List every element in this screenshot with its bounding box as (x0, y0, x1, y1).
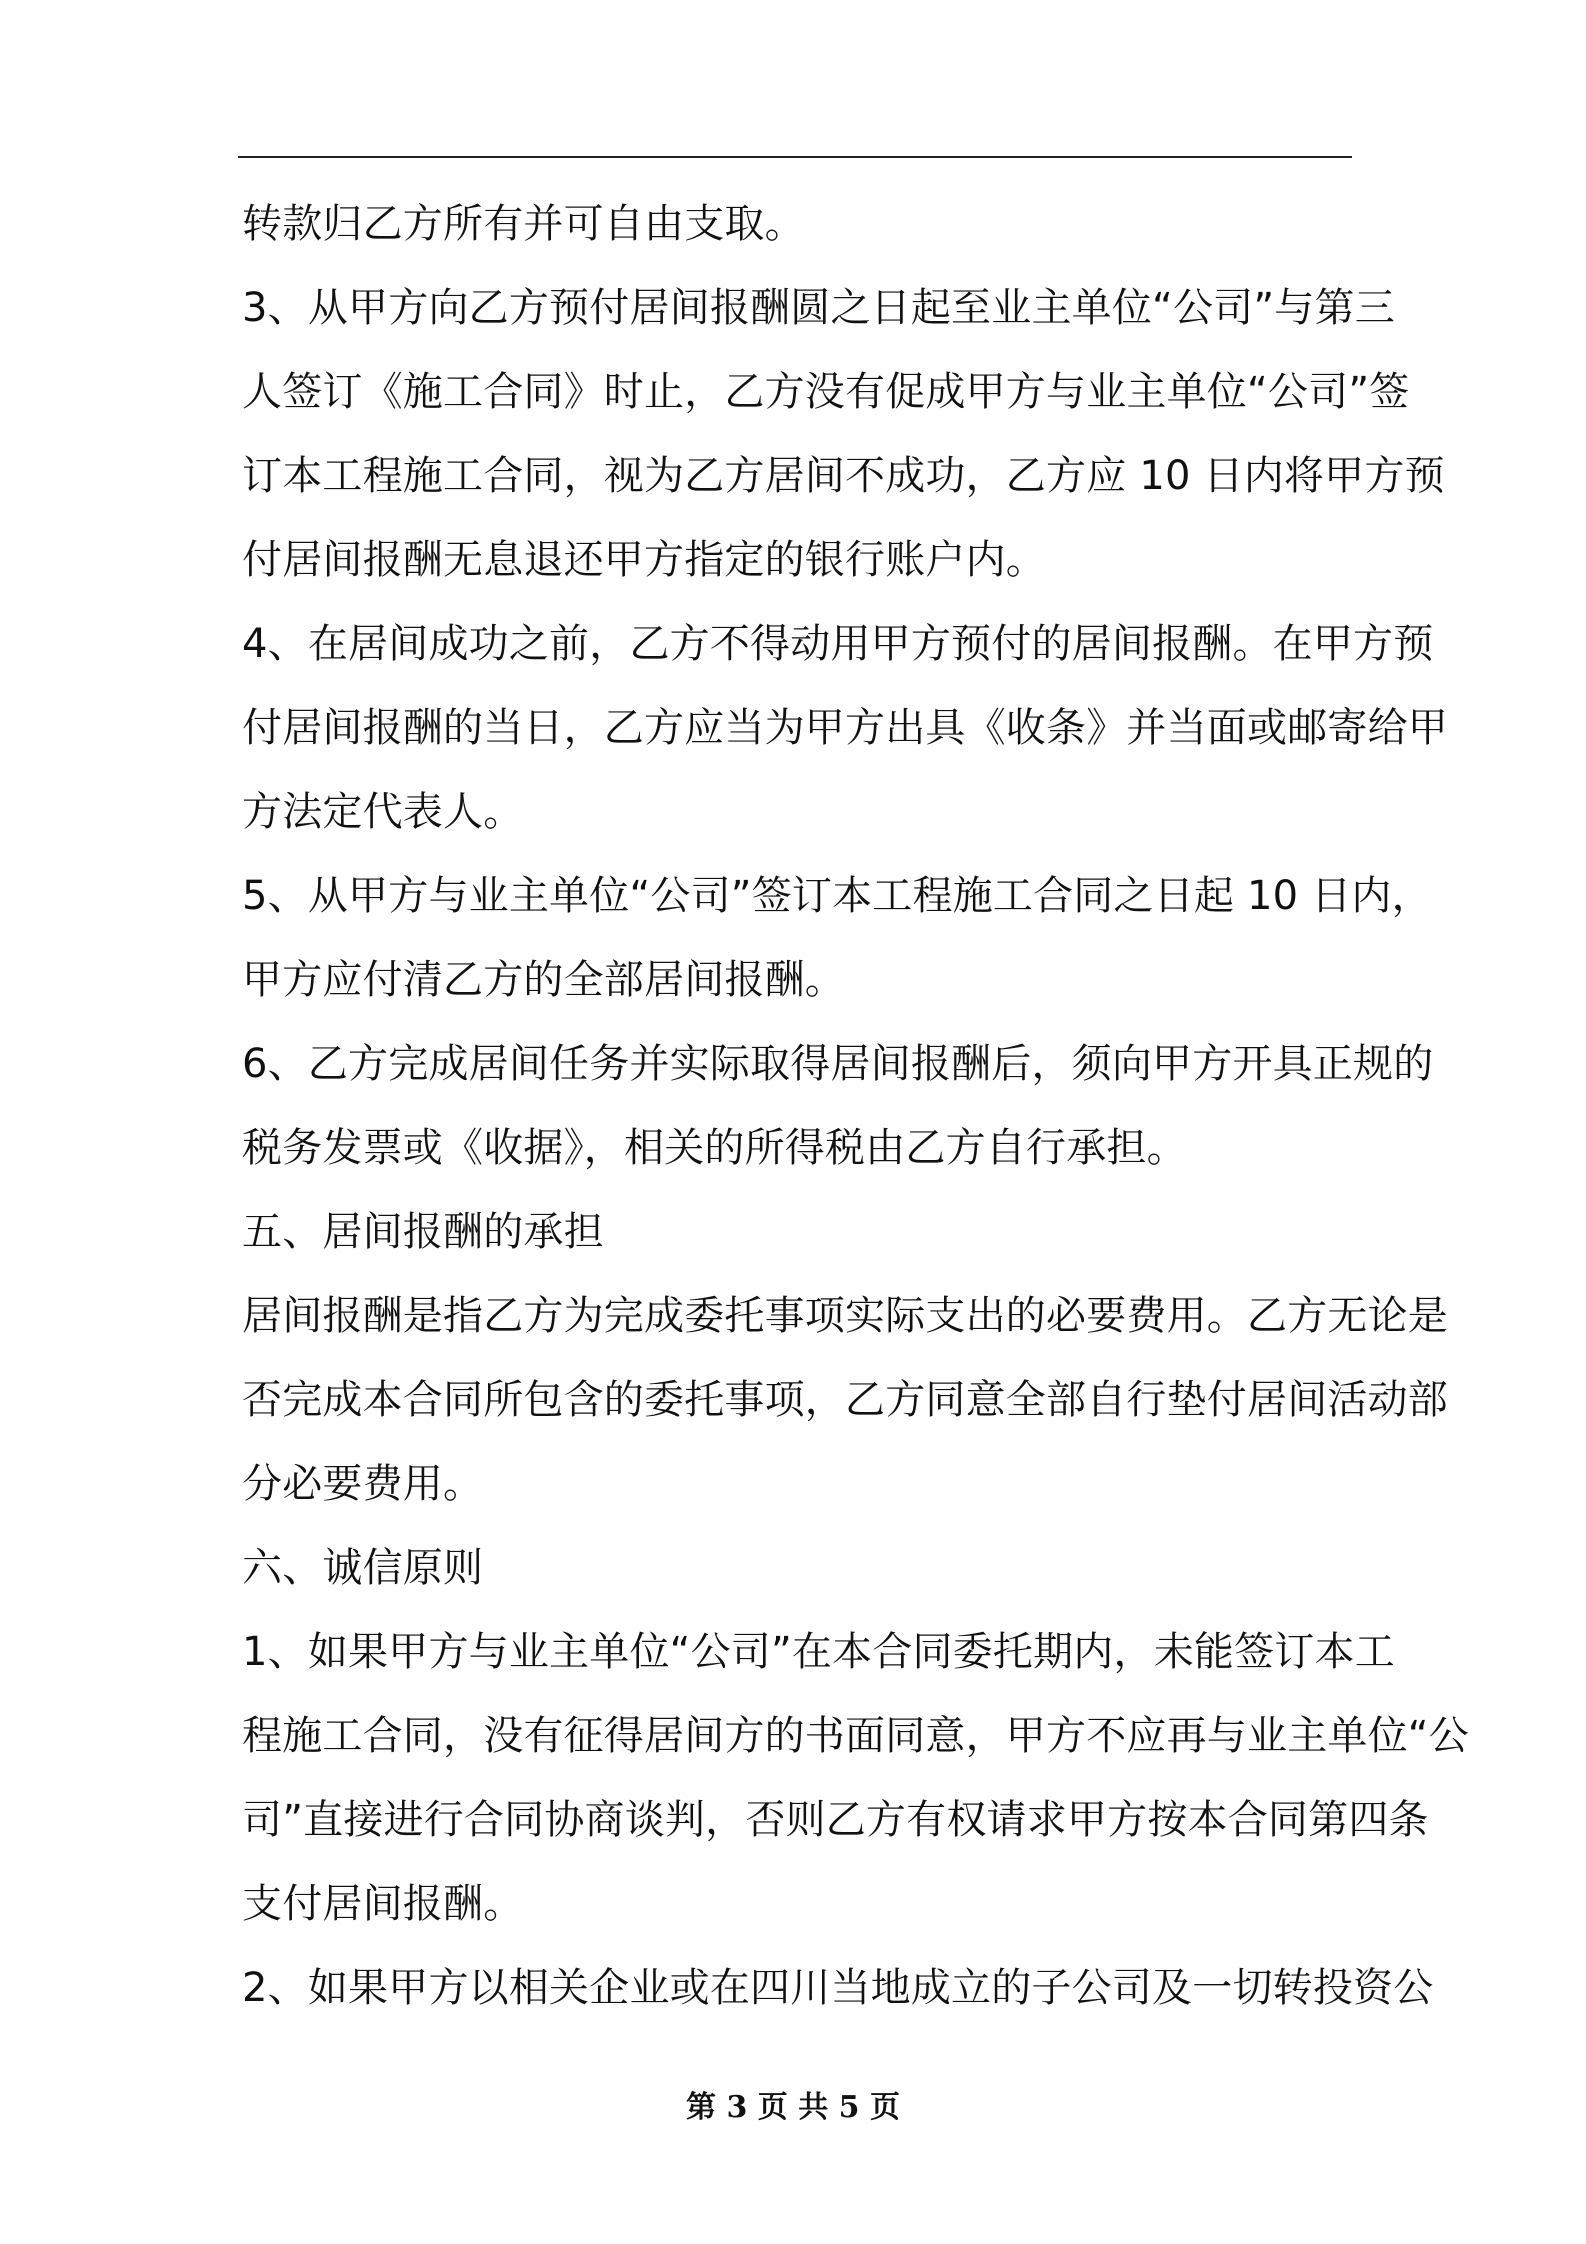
text-line: 否完成本合同所包含的委托事项，乙方同意全部自行垫付居间活动部 (242, 1377, 1448, 1423)
text-line: 分必要费用。 (242, 1461, 484, 1507)
text-line: 付居间报酬的当日，乙方应当为甲方出具《收条》并当面或邮寄给甲 (242, 705, 1448, 751)
text-line: 6、乙方完成居间任务并实际取得居间报酬后，须向甲方开具正规的 (242, 1041, 1434, 1087)
text-line: 5、从甲方与业主单位“公司”签订本工程施工合同之日起 10 日内， (242, 873, 1432, 919)
text-line: 人签订《施工合同》时止，乙方没有促成甲方与业主单位“公司”签 (242, 369, 1410, 415)
text-line: 订本工程施工合同，视为乙方居间不成功，乙方应 10 日内将甲方预 (242, 453, 1445, 499)
text-line: 程施工合同，没有征得居间方的书面同意，甲方不应再与业主单位“公 (242, 1713, 1469, 1759)
text-line: 方法定代表人。 (242, 789, 524, 835)
text-line: 支付居间报酬。 (242, 1881, 524, 1927)
text-line: 1、如果甲方与业主单位“公司”在本合同委托期内，未能签订本工 (242, 1629, 1395, 1675)
page-number-footer: 第 3 页 共 5 页 (686, 2090, 900, 2125)
text-line: 转款归乙方所有并可自由支取。 (242, 201, 805, 247)
text-line: 4、在居间成功之前，乙方不得动用甲方预付的居间报酬。在甲方预 (242, 621, 1434, 667)
header-rule (238, 156, 1352, 158)
section-heading: 五、居间报酬的承担 (242, 1209, 604, 1255)
text-line: 甲方应付清乙方的全部居间报酬。 (242, 957, 845, 1003)
text-line: 2、如果甲方以相关企业或在四川当地成立的子公司及一切转投资公 (242, 1965, 1434, 2011)
text-line: 居间报酬是指乙方为完成委托事项实际支出的必要费用。乙方无论是 (242, 1293, 1448, 1339)
text-line: 付居间报酬无息退还甲方指定的银行账户内。 (242, 537, 1046, 583)
text-line: 3、从甲方向乙方预付居间报酬圆之日起至业主单位“公司”与第三 (242, 285, 1395, 331)
section-heading: 六、诚信原则 (242, 1545, 484, 1591)
text-line: 司”直接进行合同协商谈判，否则乙方有权请求甲方按本合同第四条 (242, 1797, 1429, 1843)
text-line: 税务发票或《收据》，相关的所得税由乙方自行承担。 (242, 1125, 1187, 1171)
